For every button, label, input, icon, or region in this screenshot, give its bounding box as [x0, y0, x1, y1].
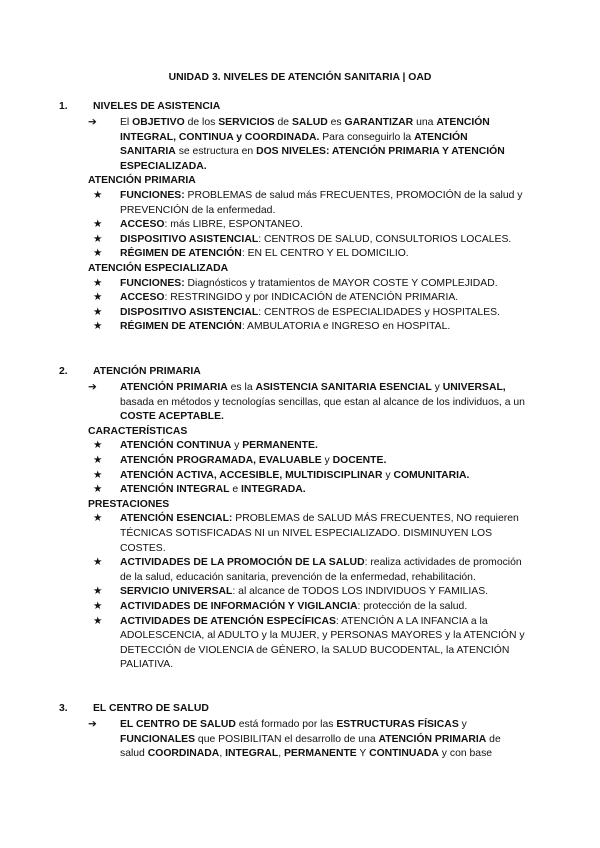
list-atencion-primaria — [0, 189, 600, 262]
list-atencion-especializada — [0, 277, 600, 335]
section-title: EL CENTRO DE SALUD — [93, 703, 209, 714]
list-item: ★ RÉGIMEN DE ATENCIÓN: EN EL CENTRO Y EL DOMICILIO. — [0, 247, 600, 262]
star-icon: ★ — [93, 248, 103, 260]
arrow-icon: ➔ — [88, 382, 97, 393]
list-item: ★ ACCESO: RESTRINGIDO y por INDICACIÓN de ATENCIÓN PRIMARIA. — [0, 291, 600, 306]
list-caracteristicas — [0, 439, 600, 497]
list-item: ★ ATENCIÓN INTEGRAL e INTEGRADA. — [0, 483, 600, 498]
star-icon: ★ — [93, 600, 103, 612]
star-icon: ★ — [93, 615, 103, 627]
list-item: ★ ACTIVIDADES DE ATENCIÓN ESPECÍFICAS: ATENCIÓN A LA INFANCIA a la ADOLESCENCIA, al ADULTO y la MUJER, y PERSONAS MAYORES y la ATENCIÓN y DETECCIÓN de VIOLENCIA de GÉNERO, la SALUD BUCODENTAL, la ATENCIÓN PALIATIVA. — [93, 615, 525, 671]
list-item: ★ FUNCIONES: Diagnósticos y tratamientos de MAYOR COSTE Y COMPLEJIDAD. — [0, 277, 600, 292]
section-atencion-primaria — [0, 365, 600, 673]
list-item: ★ ATENCIÓN ACTIVA, ACCESIBLE, MULTIDISCIPLINAR y COMUNITARIA. — [0, 469, 600, 484]
arrow-paragraph: ➔ EL CENTRO DE SALUD está formado por las ESTRUCTURAS FÍSICAS y FUNCIONALES que POSIBILITAN el desarrollo de una ATENCIÓN PRIMARIA de salud COORDINADA, INTEGRAL, PERMANENTE Y CONTINUADA y con base — [88, 719, 501, 760]
section-centro-de-salud — [0, 702, 600, 762]
list-item: ★ ACTIVIDADES DE LA PROMOCIÓN DE LA SALUD: realiza actividades de promoción de la salud, educación sanitaria, prevención de la enfermedad, rehabilitación. — [93, 557, 522, 583]
star-icon: ★ — [93, 513, 103, 525]
star-icon: ★ — [93, 557, 103, 569]
list-item: ★ FUNCIONES: PROBLEMAS de salud más FRECUENTES, PROMOCIÓN de la salud y PREVENCIÓN de la enfermedad. — [93, 189, 523, 216]
arrow-paragraph: ➔ El OBJETIVO de los SERVICIOS de SALUD es GARANTIZAR una ATENCIÓN INTEGRAL, CONTINUA y COORDINADA. Para conseguirlo la ATENCIÓN SANITARIA se estructura en DOS NIVELES: ATENCIÓN PRIMARIA Y ATENCIÓN ESPECIALIZADA. — [88, 117, 505, 172]
section-number: 1. — [59, 101, 68, 112]
section-title: NIVELES DE ASISTENCIA — [93, 101, 221, 112]
section-niveles-de-asistencia — [0, 100, 600, 335]
list-item: ★ ATENCIÓN CONTINUA y PERMANENTE. — [0, 439, 600, 454]
list-prestaciones — [0, 512, 600, 673]
list-item: ★ ATENCIÓN PROGRAMADA, EVALUABLE y DOCENTE. — [0, 454, 600, 469]
list-item: ★ DISPOSITIVO ASISTENCIAL: CENTROS de ESPECIALIDADES y HOSPITALES. — [0, 306, 600, 321]
list-item: ★ ATENCIÓN ESENCIAL: PROBLEMAS de SALUD MÁS FRECUENTES, NO requieren TÉCNICAS SOTISFICADAS NI un NIVEL ESPECIALIZADO. DISMINUYEN LOS COSTES. — [93, 513, 519, 554]
star-icon: ★ — [93, 454, 103, 466]
list-item: ★ RÉGIMEN DE ATENCIÓN: AMBULATORIA e INGRESO en HOSPITAL. — [0, 320, 600, 335]
document-title: UNIDAD 3. NIVELES DE ATENCIÓN SANITARIA | OAD — [168, 72, 432, 83]
section-number: 2. — [59, 366, 68, 377]
star-icon: ★ — [93, 219, 103, 231]
star-icon: ★ — [93, 306, 103, 318]
section-heading — [0, 100, 600, 115]
star-icon: ★ — [93, 484, 103, 496]
subheading-prestaciones: PRESTACIONES — [88, 498, 170, 510]
section-heading — [0, 365, 600, 380]
arrow-icon: ➔ — [88, 117, 97, 128]
section-heading — [0, 702, 600, 717]
star-icon: ★ — [93, 321, 103, 333]
subheading-caracteristicas: CARACTERÍSTICAS — [88, 425, 188, 437]
star-icon: ★ — [93, 233, 103, 245]
star-icon: ★ — [93, 586, 103, 598]
list-item: ★ DISPOSITIVO ASISTENCIAL: CENTROS DE SALUD, CONSULTORIOS LOCALES. — [0, 233, 600, 248]
star-icon: ★ — [93, 292, 103, 304]
section-number: 3. — [59, 703, 68, 714]
arrow-paragraph: ➔ ATENCIÓN PRIMARIA es la ASISTENCIA SANITARIA ESENCIAL y UNIVERSAL, basada en métodos y tecnologías sencillas, que estan al alcance de los individuos, a un COSTE ACEPTABLE. — [88, 382, 525, 423]
section-title: ATENCIÓN PRIMARIA — [93, 366, 201, 377]
star-icon: ★ — [93, 189, 103, 201]
list-item: ★ ACTIVIDADES DE INFORMACIÓN Y VIGILANCIA: protección de la salud. — [0, 600, 600, 615]
list-item: ★ ACCESO: más LIBRE, ESPONTANEO. — [0, 218, 600, 233]
star-icon: ★ — [93, 440, 103, 452]
arrow-icon: ➔ — [88, 719, 97, 730]
star-icon: ★ — [93, 469, 103, 481]
subheading-atencion-especializada: ATENCIÓN ESPECIALIZADA — [88, 262, 229, 274]
list-item: ★ SERVICIO UNIVERSAL: al alcance de TODOS LOS INDIVIDUOS Y FAMILIAS. — [0, 585, 600, 600]
subheading-atencion-primaria: ATENCIÓN PRIMARIA — [88, 175, 196, 187]
star-icon: ★ — [93, 277, 103, 289]
